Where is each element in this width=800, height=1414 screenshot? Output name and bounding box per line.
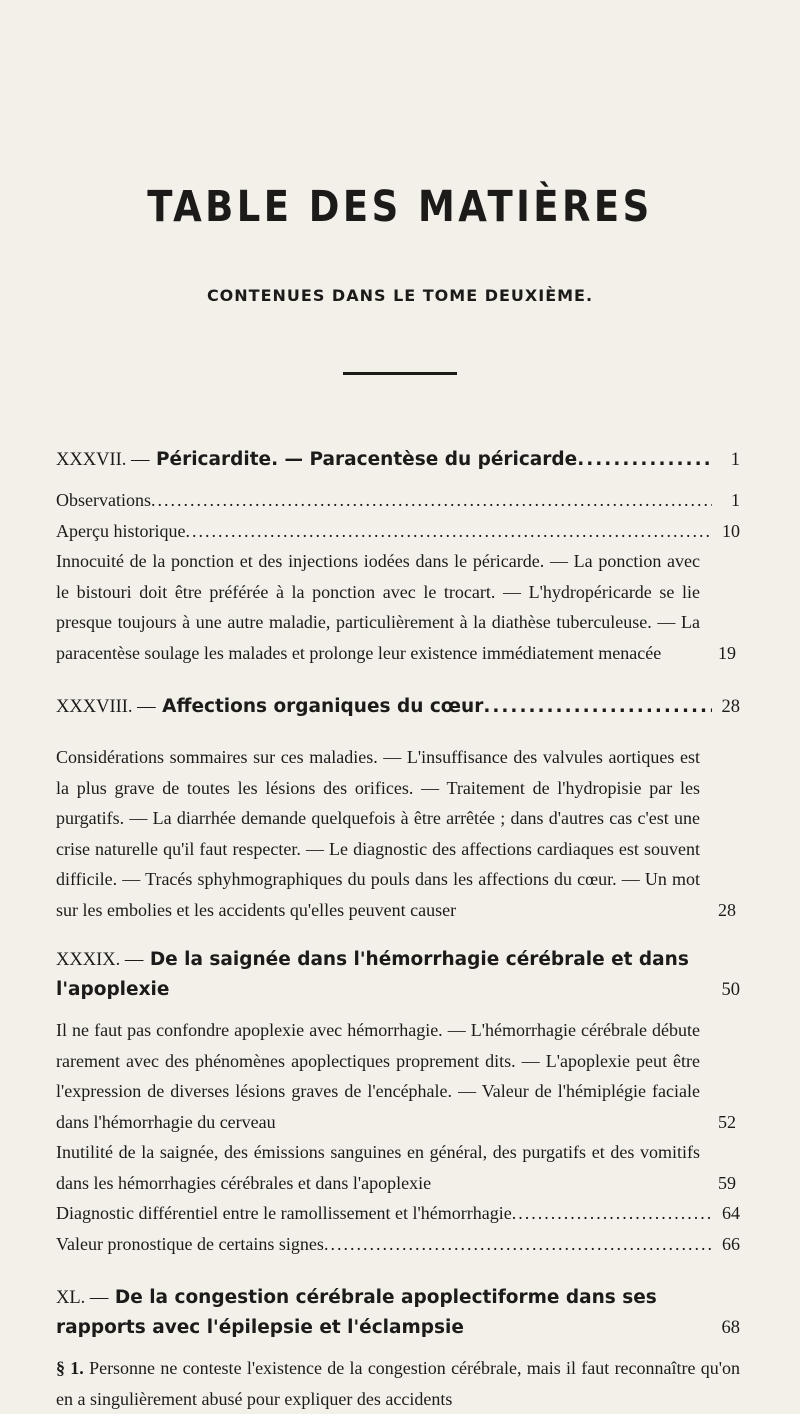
entry-text: Aperçu historique	[56, 520, 186, 541]
page-title: TABLE DES MATIÈRES	[147, 182, 653, 232]
page-number: 19	[718, 642, 736, 663]
chapter-title: Affections organiques du cœur	[162, 696, 484, 717]
dot-leader	[185, 516, 712, 547]
chapter-number: XXXVIII. —	[56, 697, 156, 717]
page-number: 1	[730, 450, 740, 470]
dot-leader	[483, 692, 712, 722]
page-subtitle: CONTENUES DANS LE TOME DEUXIÈME.	[206, 286, 594, 305]
entry-text: Diagnostic différentiel entre le ramollissement et l'hémorrhagie	[56, 1203, 512, 1223]
dot-leader	[324, 1229, 712, 1260]
section-marker: § 1.	[56, 1358, 84, 1378]
page-number: 1	[731, 490, 740, 510]
chapter-number: XXXIX. —	[56, 950, 144, 970]
chapter-xxxvii-heading	[56, 445, 740, 475]
toc-entry	[56, 1198, 740, 1229]
chapter-number: XL. —	[56, 1288, 109, 1308]
entry-text	[56, 546, 740, 668]
paragraph-text: Personne ne conteste l'existence de la congestion cérébrale, mais il faut reconnaître qu'on en a singulièrement abusé pour expliquer des accidents	[56, 1358, 741, 1409]
chapter-number: XXXVII. —	[56, 450, 150, 470]
dot-leader	[151, 485, 712, 516]
toc-entry	[56, 485, 740, 516]
entry-text	[56, 742, 740, 925]
divider-rule	[343, 372, 457, 375]
entry-text	[56, 1015, 740, 1137]
final-paragraph	[56, 1353, 740, 1414]
toc-entry	[56, 742, 740, 925]
dot-leader	[577, 445, 712, 475]
chapter-xxxix-heading	[56, 945, 740, 1005]
toc-entry	[56, 546, 740, 668]
chapter-title: Péricardite. — Paracentèse du péricarde	[155, 449, 578, 470]
page-number: 64	[722, 1203, 740, 1223]
entry-text-body: Considérations sommaires sur ces maladies. — L'insuffisance des valvules aortiques est la plus grave de toutes les lésions des orifices. — Traitement de l'hydropisie par les purgatifs. — La diarrhée demande quelquefois à être arrêtée ; dans d'autres cas c'est une crise naturelle qu'il faut respecter. — Le diagnostic des affections cardiaques est souvent difficile. — Tracés sphyhmographiques du pouls dans les affections du cœur. — Un mot sur les embolies et les accidents qu'elles peuvent causer	[56, 747, 700, 920]
chapter-title: De la congestion cérébrale apoplectiforme dans ses rapports avec l'épilepsie et l'éclampsie	[56, 1287, 657, 1338]
entry-text-body: Il ne faut pas confondre apoplexie avec hémorrhagie. — L'hémorrhagie cérébrale débute rarement avec des phénomènes apoplectiques proprement dits. — L'apoplexie peut être l'expression de diverses lésions graves de l'encéphale. — Valeur de l'hémiplégie faciale dans l'hémorrhagie du cerveau	[56, 1020, 700, 1132]
toc-entry	[56, 1229, 740, 1260]
dot-leader	[512, 1198, 712, 1229]
toc-entry	[56, 1015, 740, 1137]
chapter-xxxviii-heading	[56, 692, 740, 722]
entry-text-body: Inutilité de la saignée, des émissions sanguines en général, des purgatifs et des vomitifs dans les hémorrhagies cérébrales et dans l'apoplexie	[56, 1142, 700, 1193]
entry-text: Valeur pronostique de certains signes	[56, 1233, 324, 1254]
entry-text: Observations	[56, 490, 151, 510]
toc-entry	[56, 1137, 740, 1198]
page-number: 66	[722, 1233, 740, 1254]
entry-text-body: Innocuité de la ponction et des injections iodées dans le péricarde. — La ponction avec le bistouri doit être préférée à la ponction avec le trocart. — L'hydropéricarde se lie presque toujours à une autre maladie, particulièrement à la diathèse tuberculeuse. — La paracentèse soulage les malades et prolonge leur existence immédiatement menacée	[56, 551, 700, 663]
entry-text	[56, 1137, 740, 1198]
page-number: 68	[721, 1318, 740, 1338]
page-number: 59	[718, 1172, 736, 1193]
chapter-xl-heading	[56, 1283, 740, 1343]
chapter-title: De la saignée dans l'hémorrhagie cérébrale et dans l'apoplexie	[56, 949, 689, 1000]
page-number: 50	[721, 980, 740, 1000]
toc-entry	[56, 516, 740, 547]
page-number: 52	[718, 1111, 736, 1132]
page-number: 28	[721, 697, 740, 717]
page-number: 28	[718, 899, 736, 920]
table-of-contents	[56, 445, 740, 1414]
page-number: 10	[722, 520, 740, 541]
